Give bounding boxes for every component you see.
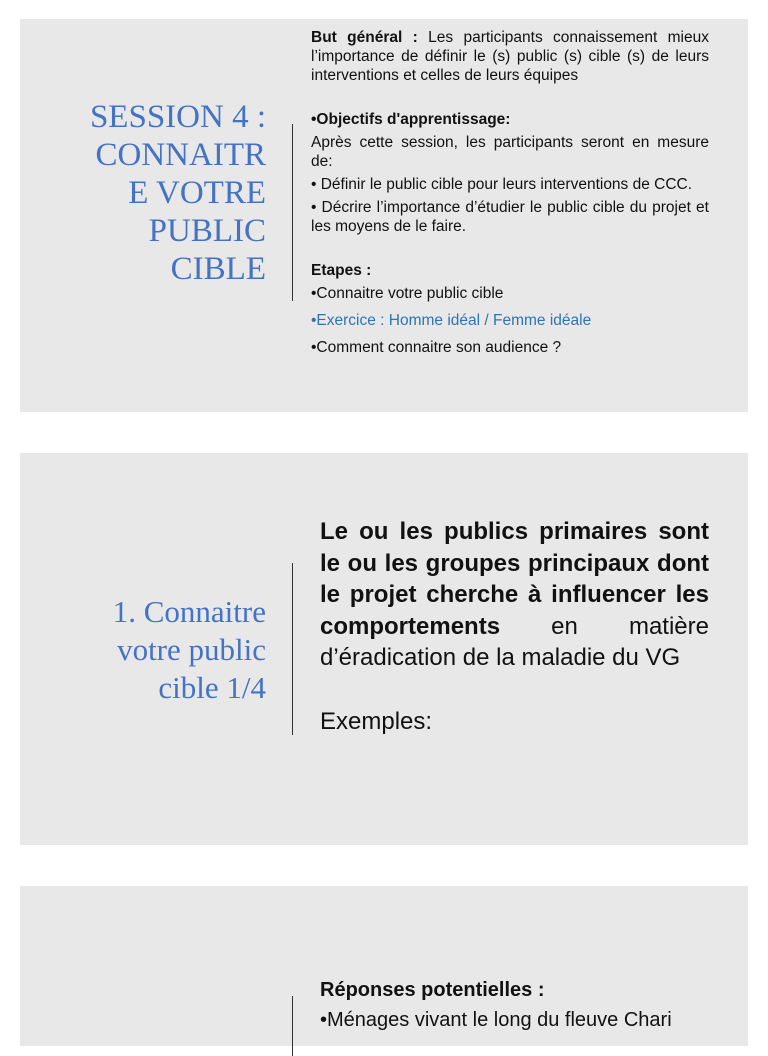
definition-text bbox=[320, 516, 709, 674]
reponses-content bbox=[320, 975, 740, 1035]
slide-session-4 bbox=[20, 19, 748, 412]
but-general bbox=[311, 28, 709, 85]
definition-content bbox=[320, 516, 709, 737]
title-line: SESSION 4 : bbox=[89, 99, 266, 135]
etapes-label: Etapes : bbox=[311, 262, 372, 279]
session-content bbox=[311, 28, 709, 357]
objectifs-intro: Après cette session, les participants seront en mesure de: bbox=[311, 134, 709, 170]
title-line: cible 1/4 bbox=[158, 670, 266, 705]
title-line: 1. Connaitre bbox=[112, 594, 266, 629]
title-line: E VOTRE bbox=[128, 175, 266, 211]
but-general-text: Les participants connaissement mieux l’importance de définir le (s) public (s) cible (s) de leurs interventions et celles de leurs équipes bbox=[311, 29, 709, 84]
etape-item-exercice: •Exercice : Homme idéal / Femme idéale bbox=[311, 312, 592, 329]
vertical-divider bbox=[292, 124, 293, 301]
etape-item: •Connaitre votre public cible bbox=[311, 285, 504, 302]
slide-reponses bbox=[20, 886, 748, 1046]
title-line: votre public bbox=[117, 632, 266, 667]
title-line: PUBLIC bbox=[148, 213, 266, 249]
reponses-label: Réponses potentielles : bbox=[320, 979, 545, 1001]
definition-normal: en matière d’éradication de la maladie du VG bbox=[320, 612, 709, 671]
vertical-divider bbox=[292, 996, 293, 1056]
title-line: CONNAITR bbox=[95, 137, 266, 173]
but-general-label: But général : bbox=[311, 29, 418, 46]
slide-title bbox=[36, 593, 266, 707]
etape-item: •Comment connaitre son audience ? bbox=[311, 339, 562, 356]
objectif-item: • Définir le public cible pour leurs interventions de CCC. bbox=[311, 176, 693, 193]
definition-bold: Le ou les publics primaires sont le ou les groupes principaux dont le projet cherche à influencer les comportements bbox=[320, 518, 709, 640]
reponse-item: •Ménages vivant le long du fleuve Chari bbox=[320, 1009, 672, 1031]
objectif-item: • Décrire l’importance d’étudier le public cible du projet et les moyens de le faire. bbox=[311, 199, 709, 235]
title-line: CIBLE bbox=[170, 251, 266, 287]
objectifs-label: •Objectifs d'apprentissage: bbox=[311, 111, 511, 128]
slide-title bbox=[36, 98, 266, 288]
examples-label: Exemples: bbox=[320, 707, 433, 735]
vertical-divider bbox=[292, 563, 293, 735]
slide-connaitre-public bbox=[20, 453, 748, 845]
